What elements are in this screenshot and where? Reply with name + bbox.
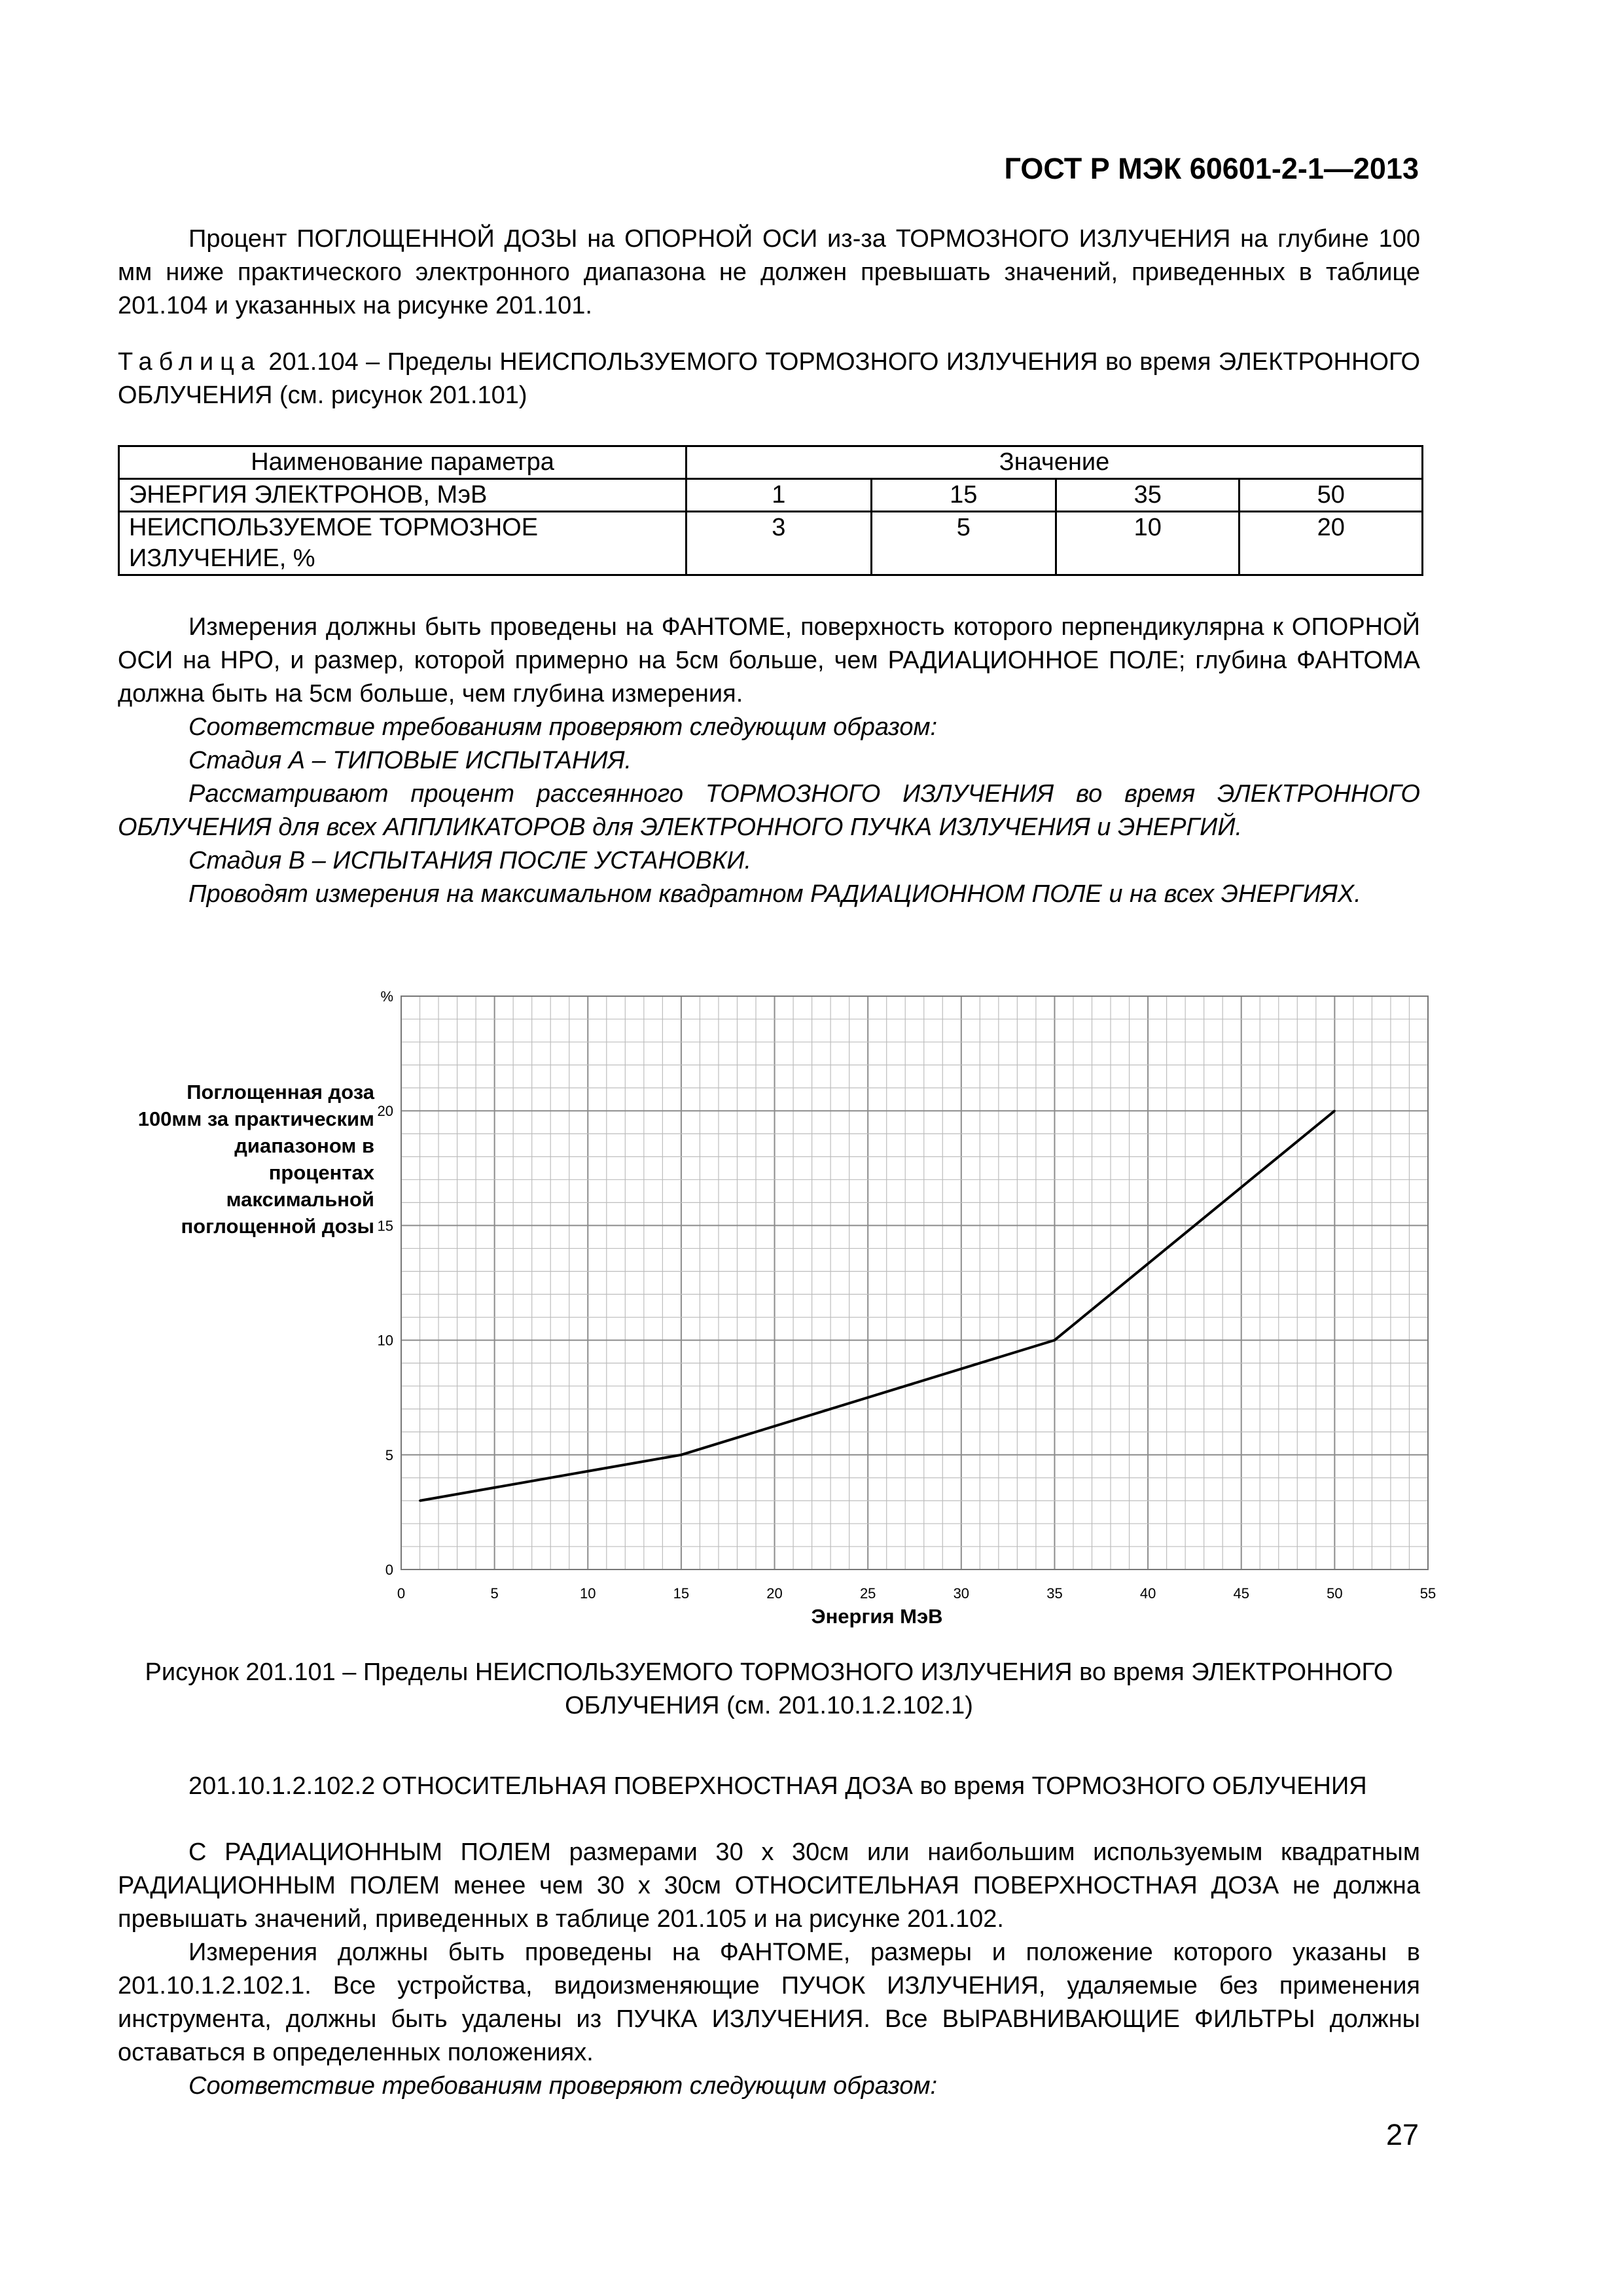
data-point xyxy=(1334,1110,1336,1112)
table-cell: 5 xyxy=(871,512,1056,575)
data-point xyxy=(1054,1339,1056,1341)
table-caption-word: Таблица xyxy=(118,348,261,376)
compliance-line: Соответствие требованиям проверяют следующим образом: xyxy=(188,713,938,741)
x-tick-label: 0 xyxy=(397,1585,406,1602)
table-cell: 50 xyxy=(1240,479,1423,512)
table-cell-name: ЭНЕРГИЯ ЭЛЕКТРОНОВ, МэВ xyxy=(119,479,687,512)
y-tick-label: 10 xyxy=(377,1332,393,1349)
table-cell: 35 xyxy=(1056,479,1240,512)
stage-a-line: Стадия А – ТИПОВЫЕ ИСПЫТАНИЯ. xyxy=(188,747,632,774)
x-tick-label: 20 xyxy=(766,1585,783,1602)
y-unit-label: % xyxy=(380,988,393,1005)
data-point xyxy=(419,1499,421,1501)
plot-frame xyxy=(401,996,1428,1570)
section-paragraph: С РАДИАЦИОННЫМ ПОЛЕМ размерами 30 х 30см или наибольшим используемым квадратным РАДИАЦИОННЫМ ПОЛЕМ менее чем 30 х 30см ОТНОСИТЕЛЬНАЯ ПОВЕРХНОСТНАЯ ДОЗА не должна превышать значений, приведенных в таблице 201.105 и на рисунке 201.102. xyxy=(118,1839,1420,1933)
stage-b-line: Стадия В – ИСПЫТАНИЯ ПОСЛЕ УСТАНОВКИ. xyxy=(188,847,752,874)
table-cell: 10 xyxy=(1056,512,1240,575)
y-tick-label: 20 xyxy=(377,1103,393,1120)
table-cell: 15 xyxy=(871,479,1056,512)
closing-compliance-line: Соответствие требованиям проверяют следующим образом: xyxy=(188,2072,938,2100)
section-paragraph: Измерения должны быть проведены на ФАНТОМЕ, размеры и положение которого указаны в 201.10.1.2.102.1. Все устройства, видоизменяющие ПУЧОК ИЗЛУЧЕНИЯ, удаляемые без применения инструмента, должны быть удалены из ПУЧКА ИЗЛУЧЕНИЯ. Все ВЫРАВНИВАЮЩИЕ ФИЛЬТРЫ должны оставаться в определенных положениях. xyxy=(118,1939,1420,2066)
x-tick-label: 50 xyxy=(1327,1585,1343,1602)
table-header-param: Наименование параметра xyxy=(119,446,687,479)
x-tick-label: 5 xyxy=(490,1585,499,1602)
chart-y-axis-label: Поглощенная доза 100мм за практическим диапазоном в процентах максимальной поглощенной дозы xyxy=(137,1081,374,1238)
table-cell: 3 xyxy=(687,512,871,575)
x-tick-label: 35 xyxy=(1046,1585,1063,1602)
x-tick-label: 15 xyxy=(673,1585,690,1602)
page-number: 27 xyxy=(1385,2118,1419,2151)
x-tick-label: 10 xyxy=(580,1585,596,1602)
y-tick-label: 15 xyxy=(377,1217,393,1234)
x-tick-label: 40 xyxy=(1139,1585,1156,1602)
x-tick-label: 55 xyxy=(1419,1585,1436,1602)
series-line xyxy=(420,1111,1335,1501)
stage-a-description: Рассматривают процент рассеянного ТОРМОЗНОГО ИЗЛУЧЕНИЯ во время ЭЛЕКТРОННОГО ОБЛУЧЕНИЯ для всех АППЛИКАТОРОВ для ЭЛЕКТРОННОГО ПУЧКА ИЗЛУЧЕНИЯ и ЭНЕРГИЙ. xyxy=(118,780,1420,841)
stage-b-description: Проводят измерения на максимальном квадратном РАДИАЦИОННОМ ПОЛЕ и на всех ЭНЕРГИЯХ. xyxy=(188,880,1361,908)
section-heading: 201.10.1.2.102.2 ОТНОСИТЕЛЬНАЯ ПОВЕРХНОСТНАЯ ДОЗА во время ТОРМОЗНОГО ОБЛУЧЕНИЯ xyxy=(188,1772,1367,1800)
table-caption-text: 201.104 – Пределы НЕИСПОЛЬЗУЕМОГО ТОРМОЗНОГО ИЗЛУЧЕНИЯ во время ЭЛЕКТРОННОГО ОБЛУЧЕНИЯ (см. рисунок 201.101) xyxy=(118,348,1420,409)
table-header-value: Значение xyxy=(687,446,1423,479)
table-cell: 20 xyxy=(1240,512,1423,575)
figure-caption: Рисунок 201.101 – Пределы НЕИСПОЛЬЗУЕМОГО ТОРМОЗНОГО ИЗЛУЧЕНИЯ во время ЭЛЕКТРОННОГО ОБЛУЧЕНИЯ (см. 201.10.1.2.102.1) xyxy=(145,1659,1393,1719)
x-tick-label: 25 xyxy=(859,1585,876,1602)
data-point xyxy=(680,1454,682,1456)
table-cell: 1 xyxy=(687,479,871,512)
document-header: ГОСТ Р МЭК 60601-2-1—2013 xyxy=(1004,152,1419,185)
intro-paragraph: Процент ПОГЛОЩЕННОЙ ДОЗЫ на ОПОРНОЙ ОСИ из-за ТОРМОЗНОГО ИЗЛУЧЕНИЯ на глубине 100 мм ниже практического электронного диапазона не должен превышать значений, приведенных в таблице 201.104 и указанных на рисунке 201.101. xyxy=(118,225,1420,319)
chart-x-axis-label: Энергия МэВ xyxy=(811,1605,943,1628)
measurement-paragraph: Измерения должны быть проведены на ФАНТОМЕ, поверхность которого перпендикулярна к ОПОРНОЙ ОСИ на НРО, и размер, которой примерно на 5см больше, чем РАДИАЦИОННОЕ ПОЛЕ; глубина ФАНТОМА должна быть на 5см больше, чем глубина измерения. xyxy=(118,613,1420,708)
y-tick-label: 5 xyxy=(385,1446,393,1463)
y-tick-label: 0 xyxy=(385,1562,393,1578)
x-tick-label: 45 xyxy=(1233,1585,1249,1602)
table-cell-name: НЕИСПОЛЬЗУЕМОЕ ТОРМОЗНОЕ ИЗЛУЧЕНИЕ, % xyxy=(119,512,687,575)
x-tick-label: 30 xyxy=(953,1585,970,1602)
